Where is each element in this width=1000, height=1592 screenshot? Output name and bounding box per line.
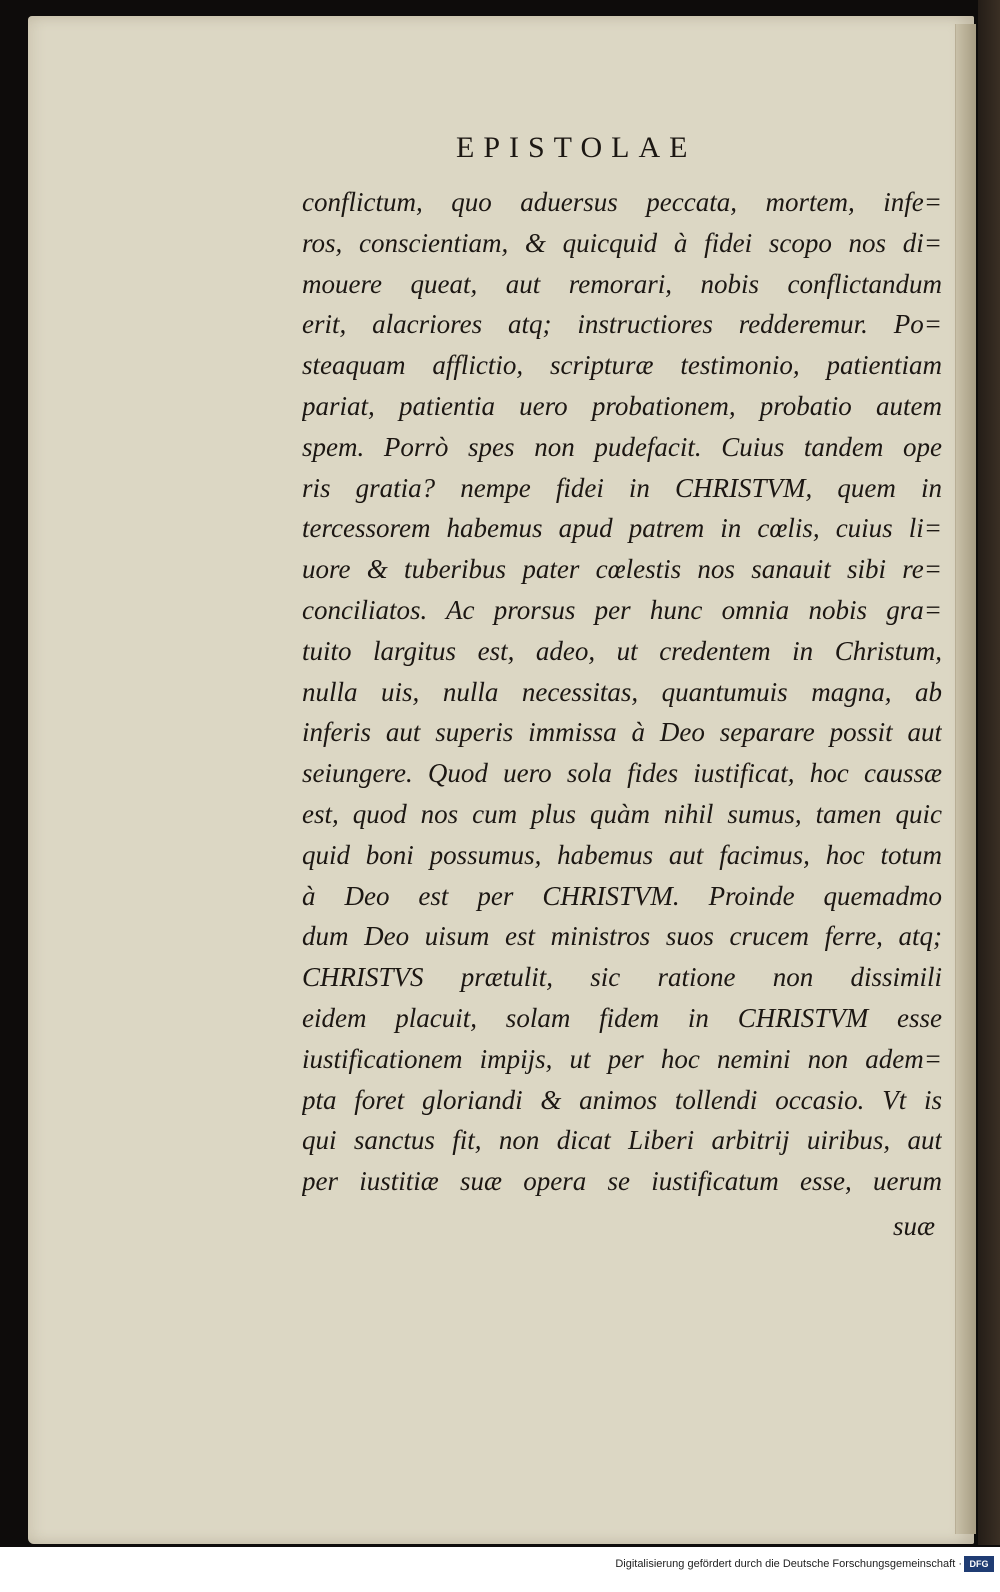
page-edge xyxy=(955,24,976,1534)
text-line: conciliatos. Ac prorsus per hunc omnia nobis gra= xyxy=(302,594,942,625)
text-line: pta foret gloriandi & animos tollendi occasio. Vt is xyxy=(302,1084,942,1115)
text-line: tercessorem habemus apud patrem in cœlis, cuius li= xyxy=(302,513,942,544)
text-line: à Deo est per CHRISTVM. Proinde quemadmo xyxy=(302,880,942,911)
funding-credit: Digitalisierung gefördert durch die Deutsche Forschungsgemeinschaft · xyxy=(615,1558,962,1570)
text-line: eidem placuit, solam fidem in CHRISTVM esse xyxy=(302,1002,942,1033)
text-line: dum Deo uisum est ministros suos crucem ferre, atq; xyxy=(302,921,942,952)
text-line: spem. Porrò spes non pudefacit. Cuius tandem ope xyxy=(302,431,942,462)
text-line: tuito largitus est, adeo, ut credentem in Christum, xyxy=(302,635,942,666)
text-line: uore & tuberibus pater cœlestis nos sanauit sibi re= xyxy=(302,554,942,585)
body-text xyxy=(302,182,942,1202)
running-header: EPISTOLAE xyxy=(456,131,697,164)
text-line: pariat, patientia uero probationem, probatio autem xyxy=(302,390,942,421)
text-line: quid boni possumus, habemus aut facimus, hoc totum xyxy=(302,839,942,870)
text-line: seiungere. Quod uero sola fides iustificat, hoc caussæ xyxy=(302,758,942,789)
catchword: suæ xyxy=(893,1211,936,1241)
text-line: ris gratia? nempe fidei in CHRISTVM, quem in xyxy=(302,472,942,503)
dfg-logo: DFG xyxy=(964,1556,994,1572)
text-line: mouere queat, aut remorari, nobis conflictandum xyxy=(302,268,942,299)
text-line: erit, alacriores atq; instructiores redderemur. Po= xyxy=(302,309,942,340)
text-line: qui sanctus fit, non dicat Liberi arbitrij uiribus, aut xyxy=(302,1125,942,1156)
text-line: steaquam afflictio, scripturæ testimonio, patientiam xyxy=(302,350,942,381)
text-line: iustificationem impijs, ut per hoc nemini non adem= xyxy=(302,1043,942,1074)
text-line: per iustitiæ suæ opera se iustificatum esse, uerum xyxy=(302,1166,942,1197)
text-line: conflictum, quo aduersus peccata, mortem, infe= xyxy=(302,187,942,217)
text-line: est, quod nos cum plus quàm nihil sumus, tamen quic xyxy=(302,798,942,829)
book-cover-edge xyxy=(978,0,1000,1545)
text-line: ros, conscientiam, & quicquid à fidei scopo nos di= xyxy=(302,227,942,258)
text-line: inferis aut superis immissa à Deo separare possit aut xyxy=(302,717,942,748)
text-line: CHRISTVS prætulit, sic ratione non dissimili xyxy=(302,962,942,993)
text-line: nulla uis, nulla necessitas, quantumuis magna, ab xyxy=(302,676,942,707)
footer-bar xyxy=(0,1547,1000,1592)
